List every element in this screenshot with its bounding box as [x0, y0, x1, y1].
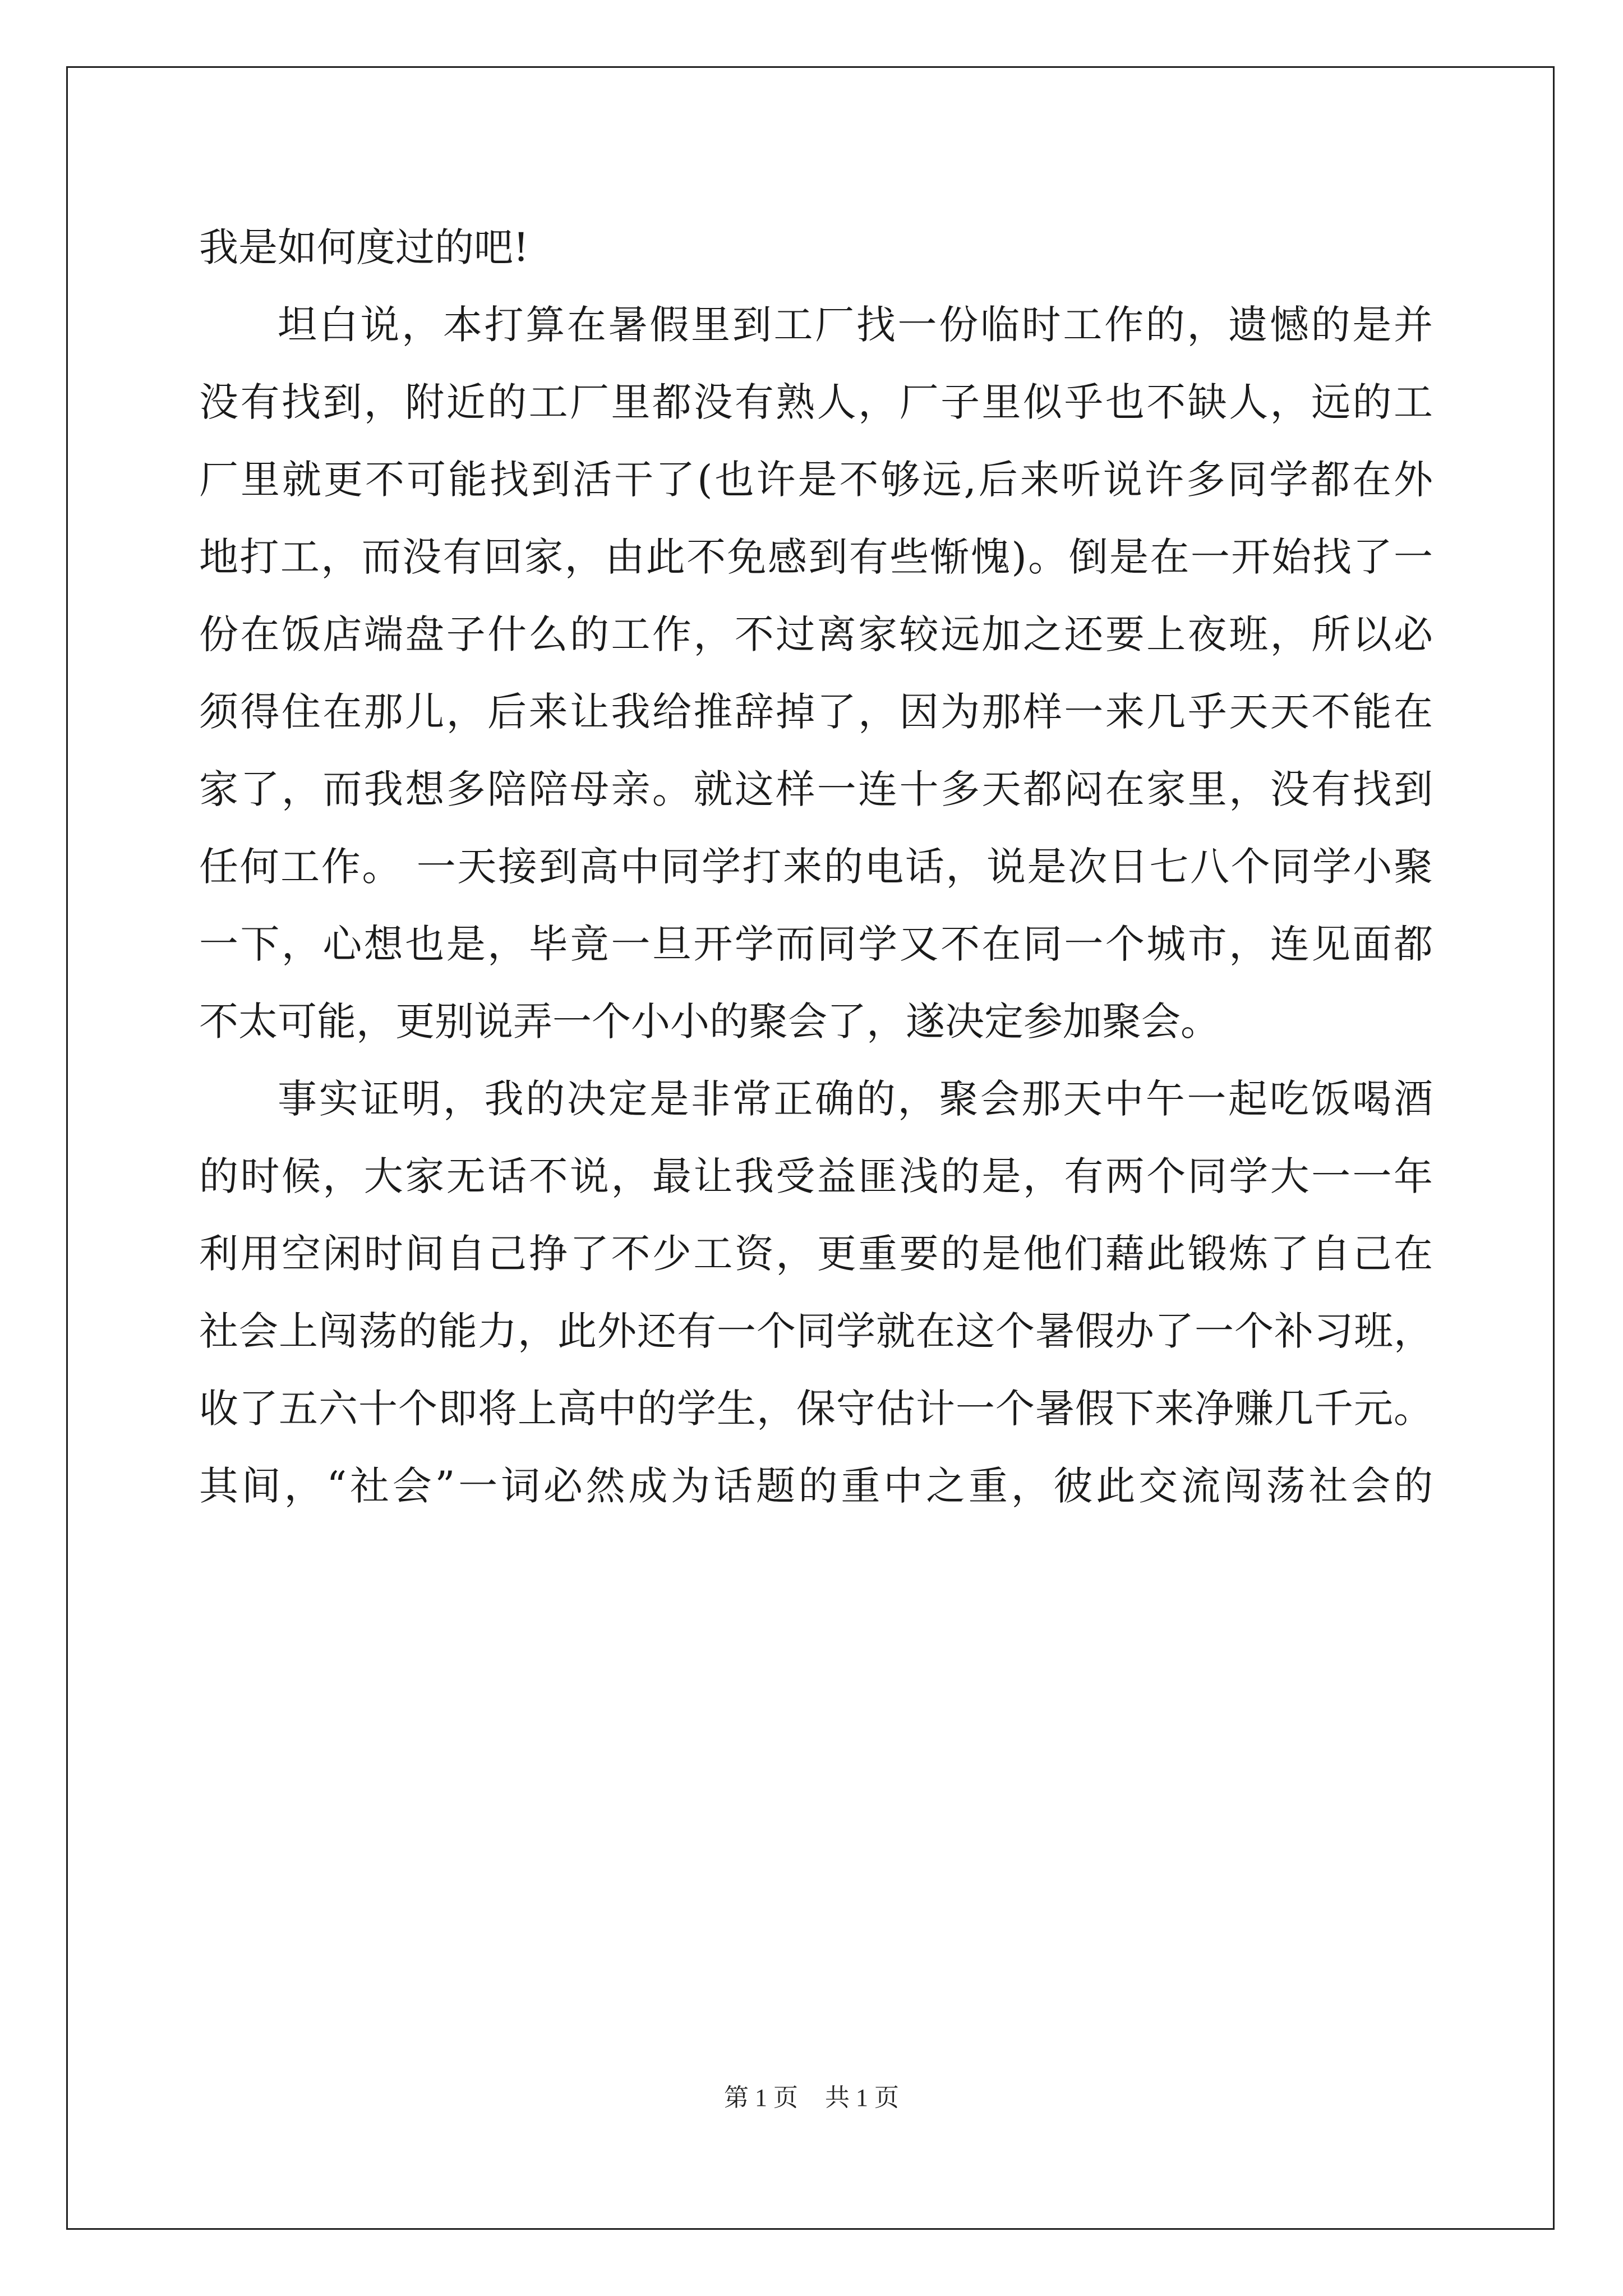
text-line: 厂里就更不可能找到活干了(也许是不够远,后来听说许多同学都在外 — [199, 457, 1433, 503]
text-line: 任何工作。 一天接到高中同学打来的电话，说是次日七八个同学小聚 — [199, 844, 1433, 890]
document-body — [199, 209, 1433, 1525]
text-line: 家了，而我想多陪陪母亲。就这样一连十多天都闷在家里，没有找到 — [199, 766, 1433, 812]
text-line: 的时候，大家无话不说，最让我受益匪浅的是，有两个同学大一一年 — [199, 1153, 1433, 1199]
text-line: 社会上闯荡的能力，此外还有一个同学就在这个暑假办了一个补习班， — [199, 1308, 1433, 1354]
text-line: 地打工，而没有回家，由此不免感到有些惭愧)。倒是在一开始找了一 — [199, 534, 1433, 580]
text-line: 一下，心想也是，毕竟一旦开学而同学又不在同一个城市，连见面都 — [199, 921, 1433, 967]
paragraph-first-line: 事实证明，我的决定是非常正确的，聚会那天中午一起吃饭喝酒 — [278, 1076, 1433, 1122]
paragraph-first-line: 坦白说，本打算在暑假里到工厂找一份临时工作的，遗憾的是并 — [278, 302, 1433, 348]
page-number: 第 1 页 — [724, 2084, 798, 2111]
page-footer — [0, 2081, 1623, 2115]
text-line: 我是如何度过的吧! — [199, 224, 529, 270]
text-line: 没有找到，附近的工厂里都没有熟人，厂子里似乎也不缺人，远的工 — [199, 379, 1433, 425]
text-line: 收了五六十个即将上高中的学生，保守估计一个暑假下来净赚几千元。 — [199, 1386, 1433, 1432]
text-line: 利用空闲时间自己挣了不少工资，更重要的是他们藉此锻炼了自己在 — [199, 1231, 1433, 1277]
text-line: 其间，“社会”一词必然成为话题的重中之重，彼此交流闯荡社会的 — [199, 1463, 1433, 1509]
text-line: 份在饭店端盘子什么的工作，不过离家较远加之还要上夜班，所以必 — [199, 611, 1433, 657]
text-line: 不太可能，更别说弄一个小小的聚会了，遂决定参加聚会。 — [199, 999, 1220, 1045]
text-line: 须得住在那儿，后来让我给推辞掉了，因为那样一来几乎天天不能在 — [199, 689, 1433, 735]
page-total: 共 1 页 — [825, 2084, 899, 2111]
